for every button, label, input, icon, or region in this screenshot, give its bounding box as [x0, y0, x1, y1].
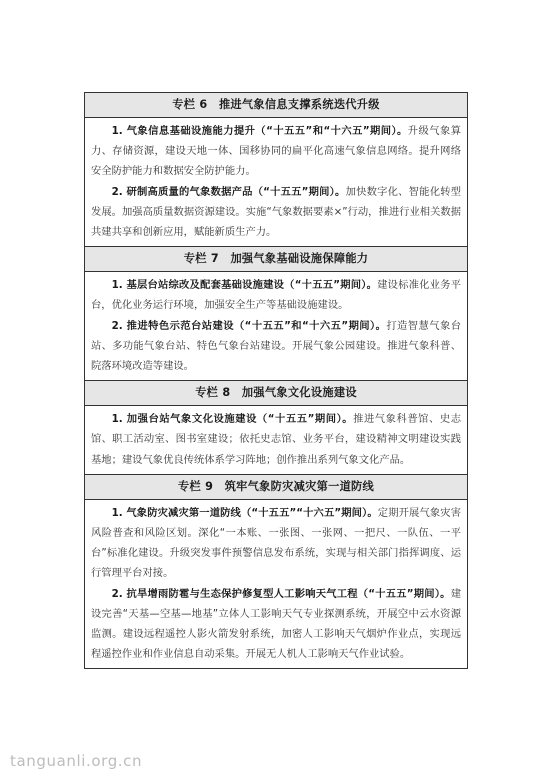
- item-lead: 1. 基层台站综改及配套基础设施建设（“十五五”期间）。: [111, 279, 378, 292]
- item-text: 推进气象科普馆、史志馆、职工活动室、图书室建设；依托史志馆、业务平台，建设精神文明建设实践基地；建设气象优良传统体系学习阵地；创作推出系列气象文化产品。: [91, 413, 462, 466]
- box-6-item-2: [91, 182, 461, 243]
- box-7-body: [85, 272, 467, 381]
- item-lead: 2. 抗旱增雨防雹与生态保护修复型人工影响天气工程（“十五五”期间）。: [111, 587, 451, 600]
- box-7-title: 专栏 7 加强气象基础设施保障能力: [85, 247, 467, 272]
- box-6-body: [85, 118, 467, 247]
- item-lead: 1. 气象信息基础设施能力提升（“十五五”和“十六五”期间）。: [111, 125, 408, 137]
- box-7-item-1: [91, 275, 461, 315]
- item-text: 加快数字化、智能化转型发展。加强高质量数据资源建设。实施“气象数据要素×”行动，推进行业相关数据共建共享和创新应用，赋能新质生产力。: [91, 185, 462, 239]
- watermark-text: tanguanli.org.cn: [10, 752, 143, 770]
- item-text: 打造智慧气象台站、多功能气象台站、特色气象台站建设。开展气象公园建设。推进气象科普、院落环境改造等建设。: [91, 319, 461, 373]
- item-lead: 1. 气象防灾减灾第一道防线（“十五五”“十六五”期间）。: [111, 506, 378, 519]
- box-8-title: 专栏 8 加强气象文化设施建设: [85, 381, 467, 406]
- box-9-item-1: [91, 503, 461, 584]
- item-text: 定期开展气象灾害风险普查和风险区划。深化“一本账、一张图、一张网、一把尺、一队伍、一平台”标准化建设。升级突发事件预警信息发布系统，实现与相关部门指挥调度、运行管理平台对接。: [91, 506, 462, 580]
- box-6-item-1: [91, 121, 461, 182]
- item-lead: 2. 推进特色示范台站建设（“十五五”和“十六五”期间）。: [111, 319, 387, 332]
- box-8-item-1: [91, 409, 461, 470]
- box-6-title: 专栏 6 推进气象信息支撑系统迭代升级: [85, 93, 467, 118]
- item-text: 建设标准化业务平台，优化业务运行环境，加强安全生产等基础设施建设。: [91, 279, 462, 312]
- item-lead: 2. 研制高质量的气象数据产品（“十五五”期间）。: [111, 185, 346, 198]
- box-9-body: [85, 500, 467, 669]
- box-7-item-2: [91, 316, 461, 377]
- item-lead: 1. 加强台站气象文化设施建设（“十五五”期间）。: [111, 413, 354, 426]
- column-boxes-table: [84, 92, 468, 669]
- item-text: 建设完善“天基—空基—地基”立体人工影响天气专业探测系统，开展空中云水资源监测。建设远程遥控人影火箭发射系统，加密人工影响天气烟炉作业点，实现远程遥控作业和作业信息自动采集。开展无人机人工影响天气作业试验。: [91, 587, 461, 661]
- box-9-title: 专栏 9 筑牢气象防灾减灾第一道防线: [85, 475, 467, 500]
- item-text: 升级气象算力、存储资源，建设天地一体、国移协同的扁平化高速气象信息网络。提升网络安全防护能力和数据安全防护能力。: [91, 125, 461, 178]
- box-9-item-2: [91, 584, 461, 665]
- box-8-body: [85, 406, 467, 475]
